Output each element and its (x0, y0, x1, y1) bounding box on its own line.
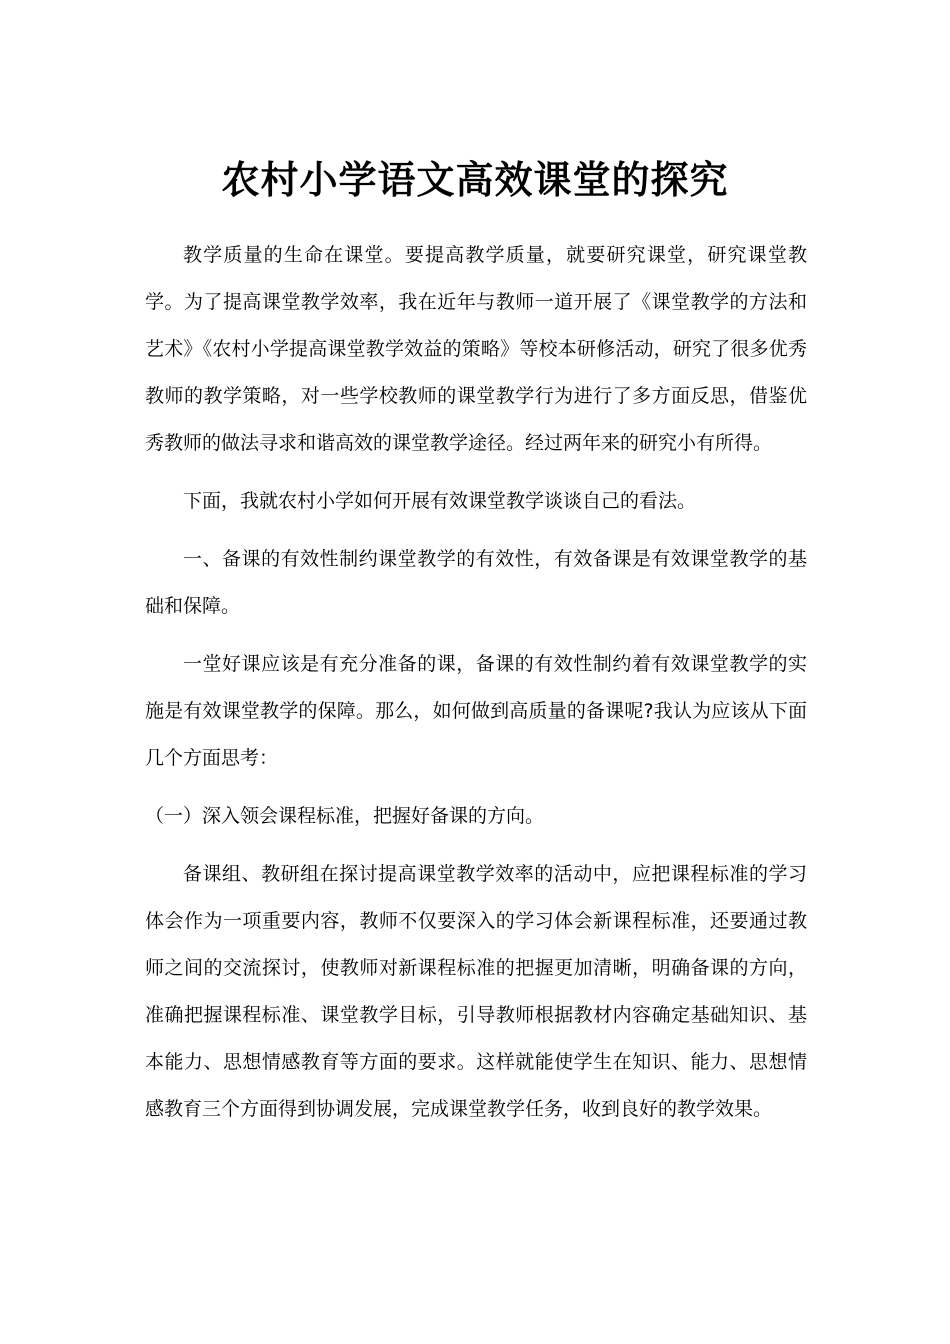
paragraph-transition: 下面，我就农村小学如何开展有效课堂教学谈谈自己的看法。 (183, 490, 697, 512)
paragraph-curriculum-standard: 备课组、教研组在探讨提高课堂教学效率的活动中，应把课程标准的学习体会作为一项重要内容，教师不仅要深入的学习体会新课程标准，还要通过教师之间的交流探讨，使教师对新课程标准的把握更加清晰，明确备课的方向，准确把握课程标准、课堂教学目标，引导教师根据教材内容确定基础知识、基本能力、思想情感教育等方面的要求。这样就能使学生在知识、能力、思想情感教育三个方面得到协调发展，完成课堂教学任务，收到良好的教学效果。 (145, 863, 807, 1120)
section-heading-1: 一、备课的有效性制约课堂教学的有效性，有效备课是有效课堂教学的基础和保障。 (145, 548, 807, 617)
subsection-heading-1: （一）深入领会课程标准，把握好备课的方向。 (145, 805, 545, 827)
document-body (145, 232, 807, 1144)
document-title: 农村小学语文高效课堂的探究 (221, 158, 729, 202)
paragraph-intro: 教学质量的生命在课堂。要提高教学质量，就要研究课堂，研究课堂教学。为了提高课堂教学效率，我在近年与教师一道开展了《课堂教学的方法和艺术》《农村小学提高课堂教学效益的策略》等校本研修活动，研究了很多优秀教师的教学策略，对一些学校教师的课堂教学行为进行了多方面反思，借鉴优秀教师的做法寻求和谐高效的课堂教学途径。经过两年来的研究小有所得。 (145, 244, 807, 454)
paragraph-good-lesson: 一堂好课应该是有充分准备的课，备课的有效性制约着有效课堂教学的实施是有效课堂教学的保障。那么，如何做到高质量的备课呢?我认为应该从下面几个方面思考： (145, 653, 807, 769)
